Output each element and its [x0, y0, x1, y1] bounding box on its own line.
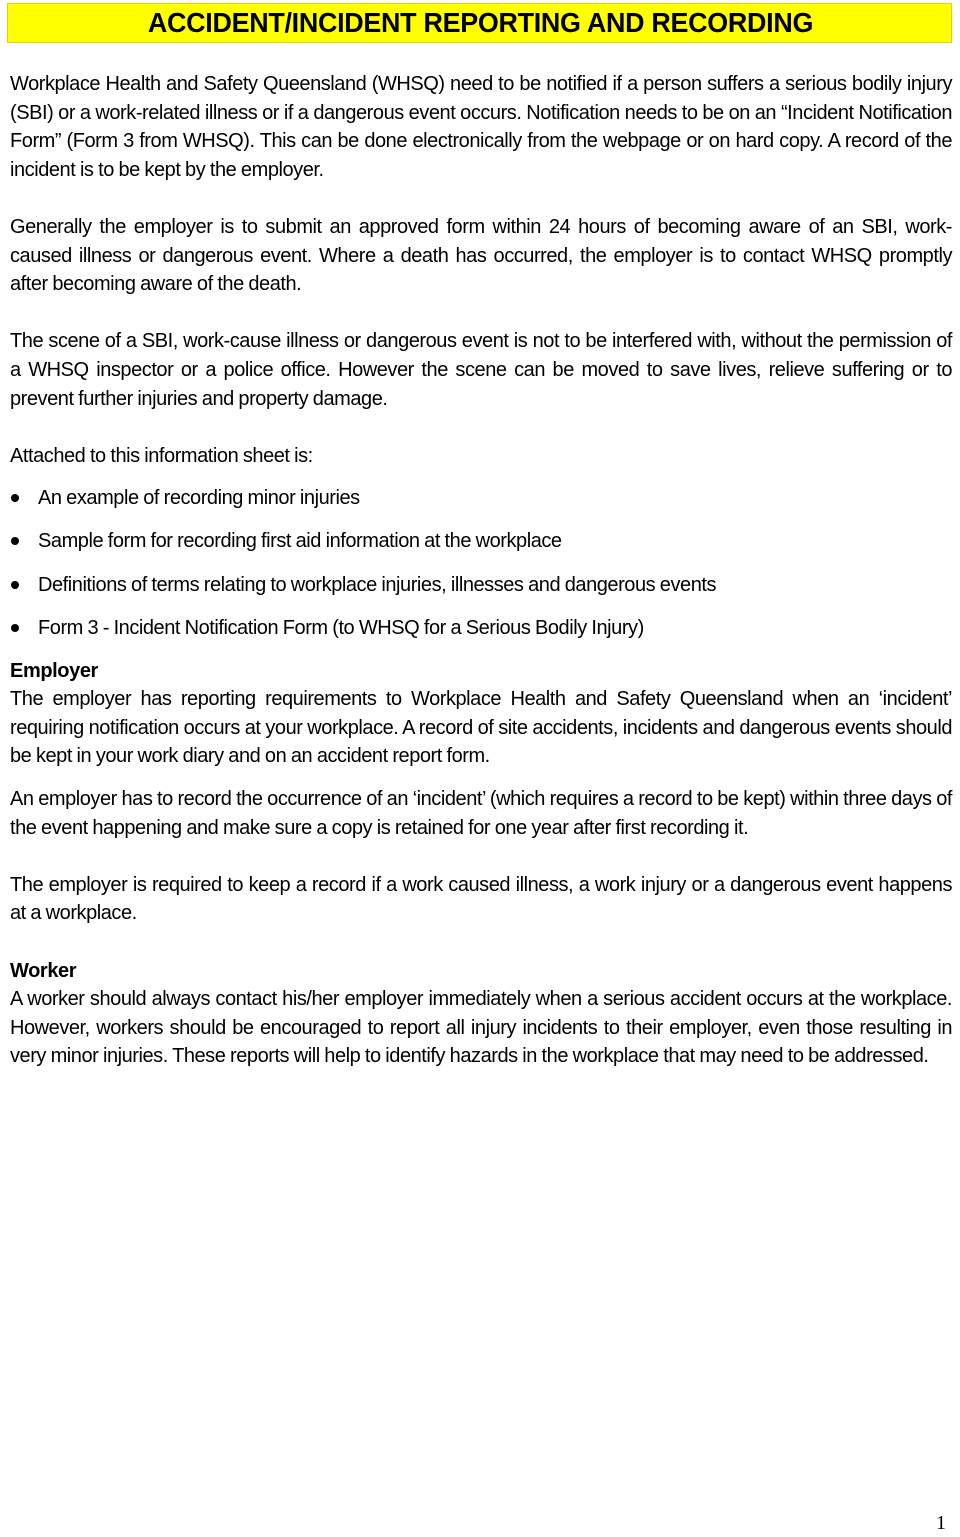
attachment-label: Definitions of terms relating to workplace injuries, illnesses and dangerous events: [38, 573, 717, 596]
attachments-intro: Attached to this information sheet is:: [10, 444, 313, 467]
worker-heading: Worker: [10, 959, 77, 982]
employer-heading: Employer: [10, 659, 98, 682]
list-item: [10, 484, 952, 513]
employer-paragraph-1: The employer has reporting requirements to Workplace Health and Safety Queensland when an ‘incident’ requiring notification occurs at your workplace. A record of site accidents, incidents and dangerous events should be kept in your work diary and on an accident report form.: [10, 688, 952, 768]
bullet-icon: [11, 581, 19, 589]
list-item: [10, 614, 952, 643]
page-number: 1: [936, 1512, 946, 1534]
worker-paragraph-1: A worker should always contact his/her employer immediately when a serious accident occurs at the workplace. However, workers should be encouraged to report all injury incidents to their employer, even those resulting in very minor injuries. These reports will help to identify hazards in the workplace that may need to be addressed.: [10, 988, 952, 1068]
attachments-list: [10, 484, 952, 642]
intro-paragraph-2: Generally the employer is to submit an approved form within 24 hours of becoming aware of an SBI, work-caused illness or dangerous event. Where a death has occurred, the employer is to contact WHSQ promptly after becoming aware of the death.: [10, 215, 952, 296]
document-body: [10, 70, 952, 1071]
attachment-label: An example of recording minor injuries: [38, 487, 360, 510]
bullet-icon: [11, 494, 19, 502]
employer-paragraph-3: The employer is required to keep a record if a work caused illness, a work injury or a dangerous event happens at a workplace.: [10, 873, 952, 925]
page-title: ACCIDENT/INCIDENT REPORTING AND RECORDING: [147, 7, 814, 38]
list-item: [10, 571, 952, 600]
intro-paragraph-3: The scene of a SBI, work-cause illness or dangerous event is not to be interfered with, without the permission of a WHSQ inspector or a police office. However the scene can be moved to save lives, relieve suffering or to prevent further injuries and property damage.: [10, 330, 952, 410]
list-item: [10, 527, 952, 556]
employer-paragraph-2: An employer has to record the occurrence of an ‘incident’ (which requires a record to be kept) within three days of the event happening and make sure a copy is retained for one year after first recording it.: [10, 788, 952, 839]
attachment-label: Sample form for recording first aid information at the workplace: [38, 530, 562, 553]
bullet-icon: [11, 624, 19, 632]
title-banner: [7, 3, 952, 43]
attachment-label: Form 3 - Incident Notification Form (to WHSQ for a Serious Bodily Injury): [38, 616, 644, 639]
bullet-icon: [11, 537, 19, 545]
intro-paragraph-1: Workplace Health and Safety Queensland (WHSQ) need to be notified if a person suffers a serious bodily injury (SBI) or a work-related illness or if a dangerous event occurs. Notification needs to be on an “Incident Notification Form” (Form 3 from WHSQ). This can be done electronically from the webpage or on hard copy. A record of the incident is to be kept by the employer.: [10, 73, 952, 181]
